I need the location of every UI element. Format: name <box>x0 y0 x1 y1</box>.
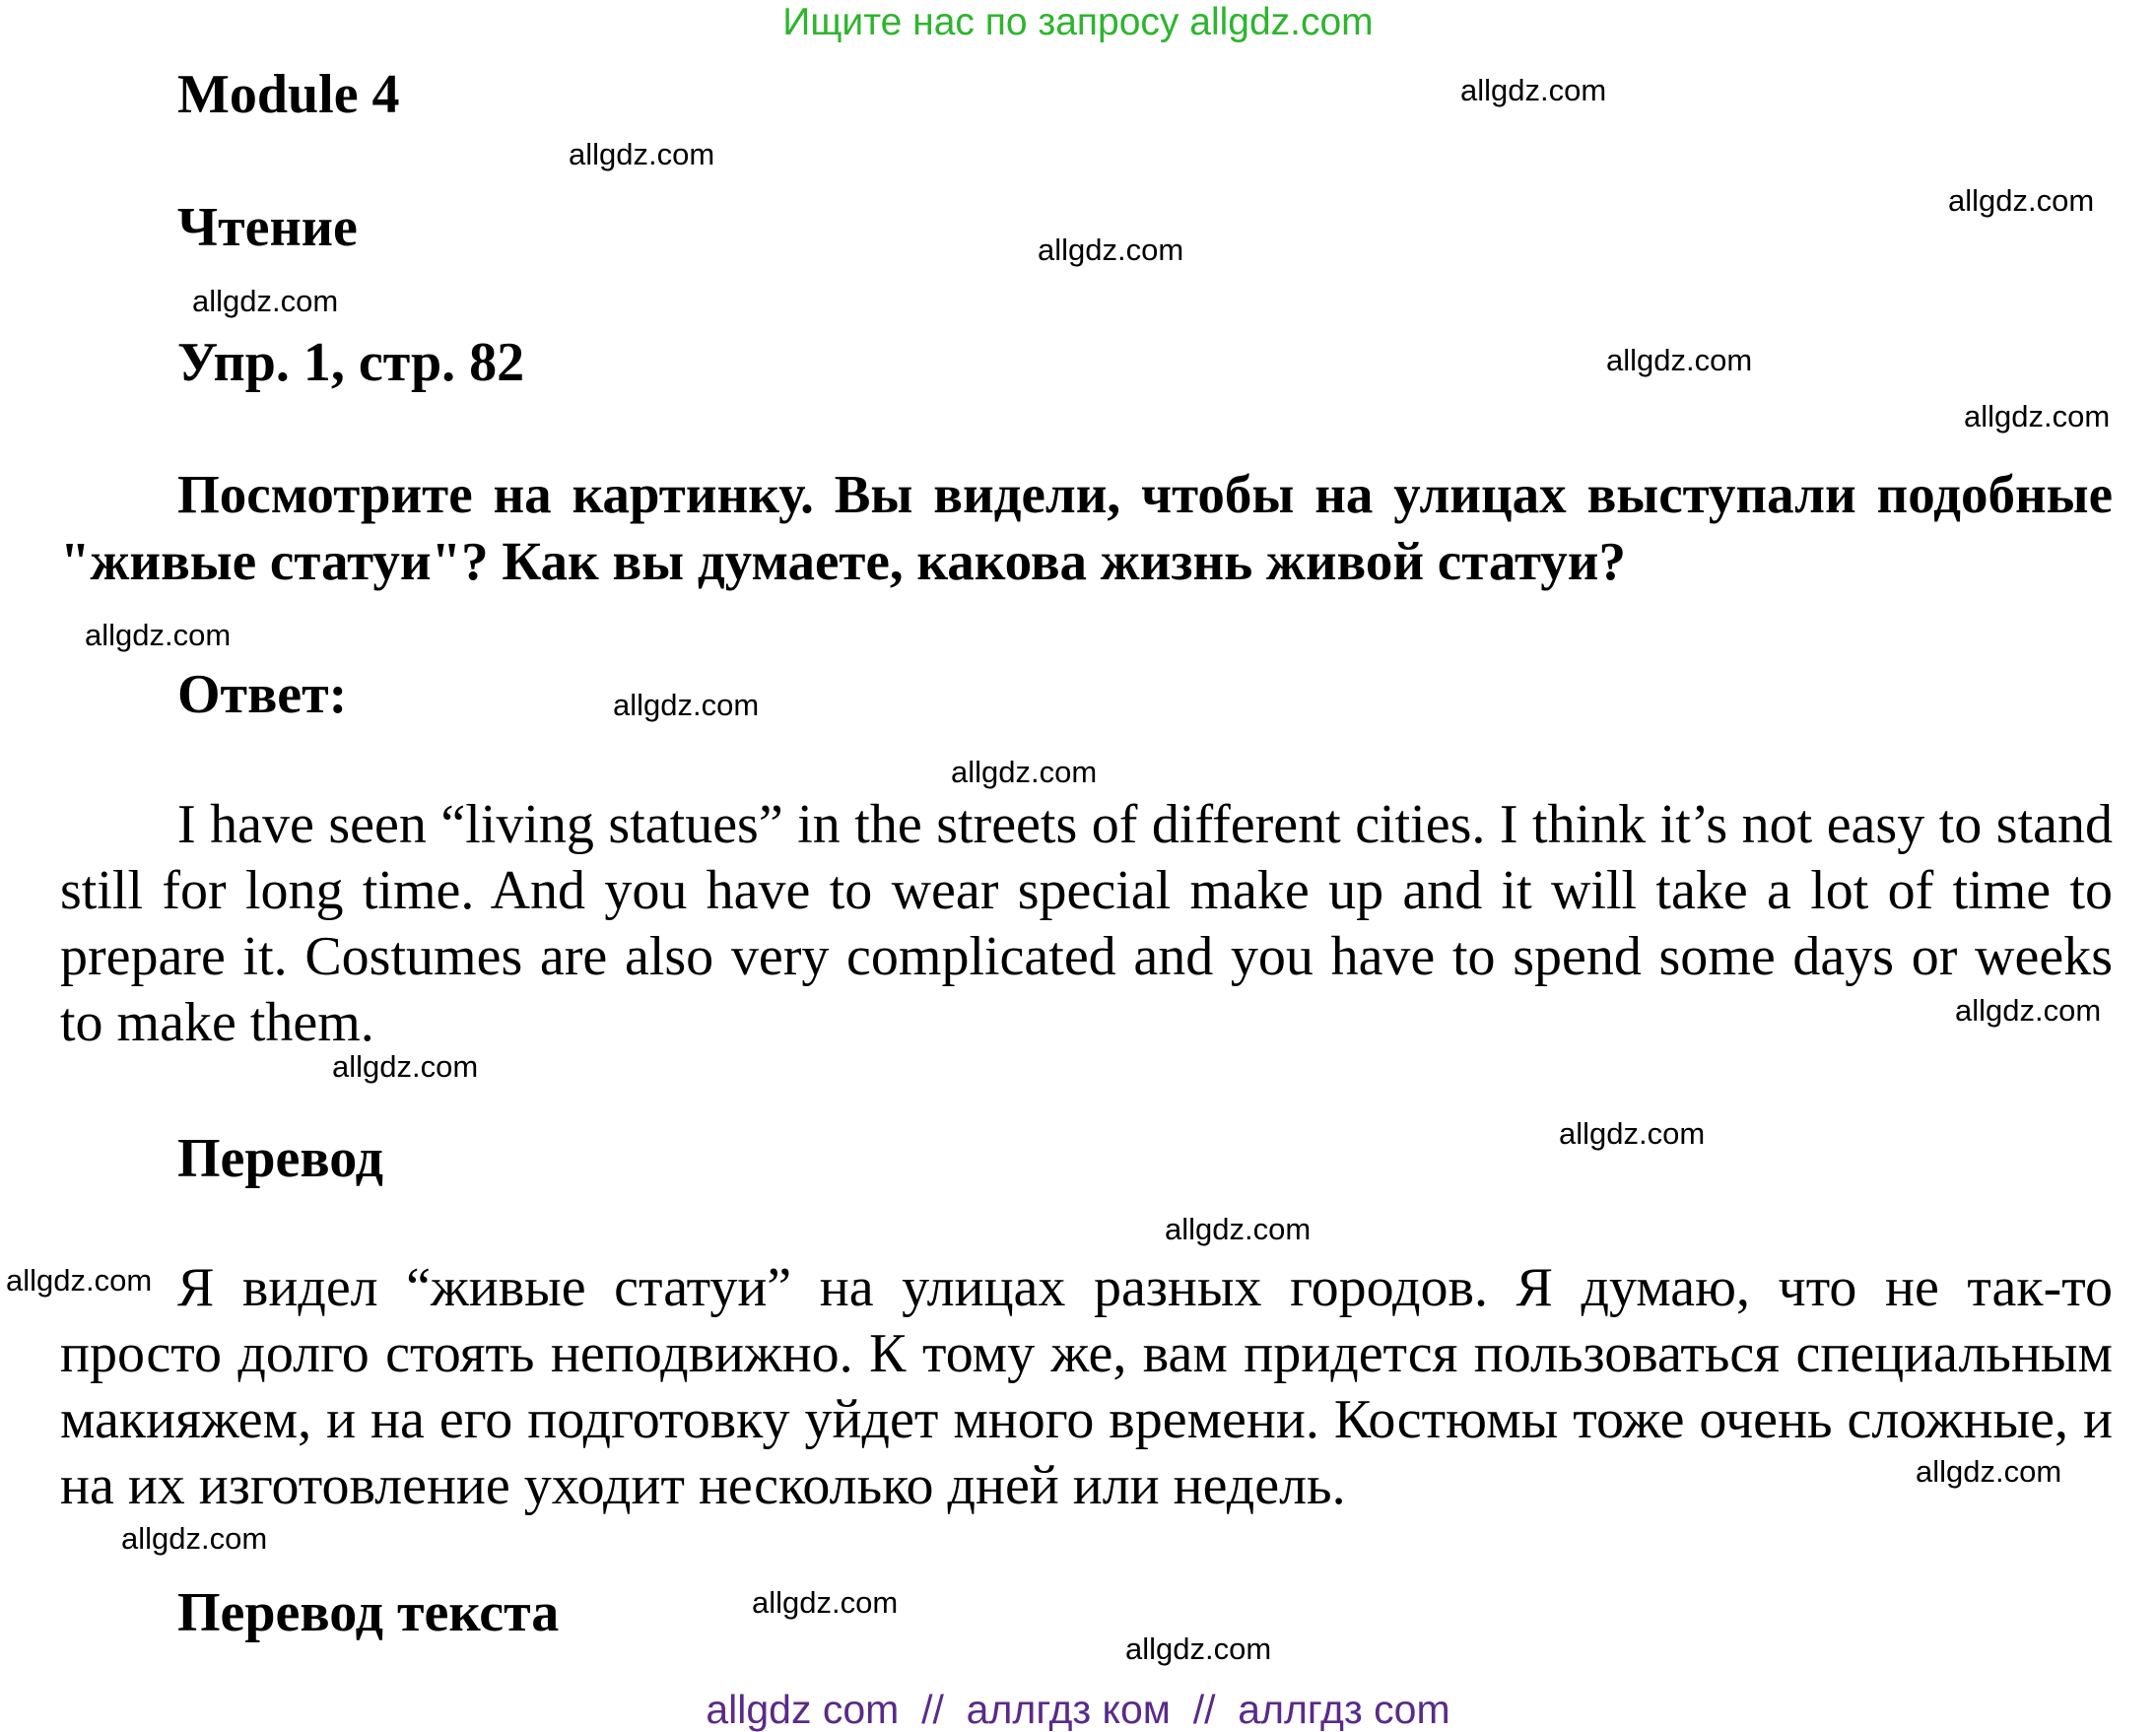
answer-text <box>60 792 2113 1056</box>
watermark: allgdz.com <box>613 688 760 722</box>
exercise-reference: Упр. 1, стр. 82 <box>177 332 525 393</box>
answer-label: Ответ: <box>177 664 348 725</box>
translation-label: Перевод <box>177 1128 383 1189</box>
watermark: allgdz.com <box>752 1585 899 1620</box>
watermark: allgdz.com <box>1038 233 1184 267</box>
watermark: allgdz.com <box>121 1521 268 1556</box>
watermark: allgdz.com <box>1964 399 2111 433</box>
module-title: Module 4 <box>177 64 400 125</box>
section-title: Чтение <box>177 197 358 258</box>
top-banner: Ищите нас по запросу allgdz.com <box>782 1 1374 43</box>
watermark: allgdz.com <box>1125 1632 1272 1666</box>
watermark: allgdz.com <box>1460 73 1607 107</box>
watermark: allgdz.com <box>1948 183 2095 218</box>
watermark: allgdz.com <box>6 1263 153 1298</box>
watermark: allgdz.com <box>1559 1116 1706 1151</box>
watermark: allgdz.com <box>951 755 1098 789</box>
translation-text-content: Я видел “живые статуи” на улицах разных городов. Я думаю, что не так-то просто долго стоять неподвижно. К тому же, вам придется пользоваться специальным макияжем, и на его подготовку уйдет много времени. Костюмы тоже очень сложные, и на их изготовление уходит несколько дней или недель. <box>60 1257 2113 1516</box>
watermark: allgdz.com <box>332 1049 479 1084</box>
watermark: allgdz.com <box>85 618 232 652</box>
watermark: allgdz.com <box>569 137 715 171</box>
watermark: allgdz.com <box>1916 1454 2062 1489</box>
task-text <box>60 461 2113 595</box>
watermark: allgdz.com <box>192 284 339 318</box>
watermark: allgdz.com <box>1955 993 2102 1028</box>
watermark: allgdz.com <box>1606 343 1753 377</box>
text-translation-label: Перевод текста <box>177 1582 560 1643</box>
answer-text-content: I have seen “living statues” in the streets of different cities. I think it’s not easy to stand still for long time. And you have to wear special make up and it will take a lot of time to prepare it. Costumes are also very complicated and you have to spend some days or weeks to make them. <box>60 794 2113 1053</box>
footer-links: allgdz com // аллгдз ком // аллгдз com <box>706 1687 1450 1732</box>
watermark: allgdz.com <box>1165 1212 1312 1246</box>
translation-text <box>60 1255 2113 1519</box>
task-text-content: Посмотрите на картинку. Вы видели, чтобы на улицах выступали подобные "живые статуи"? Как вы думаете, какова жизнь живой статуи? <box>60 464 2113 591</box>
